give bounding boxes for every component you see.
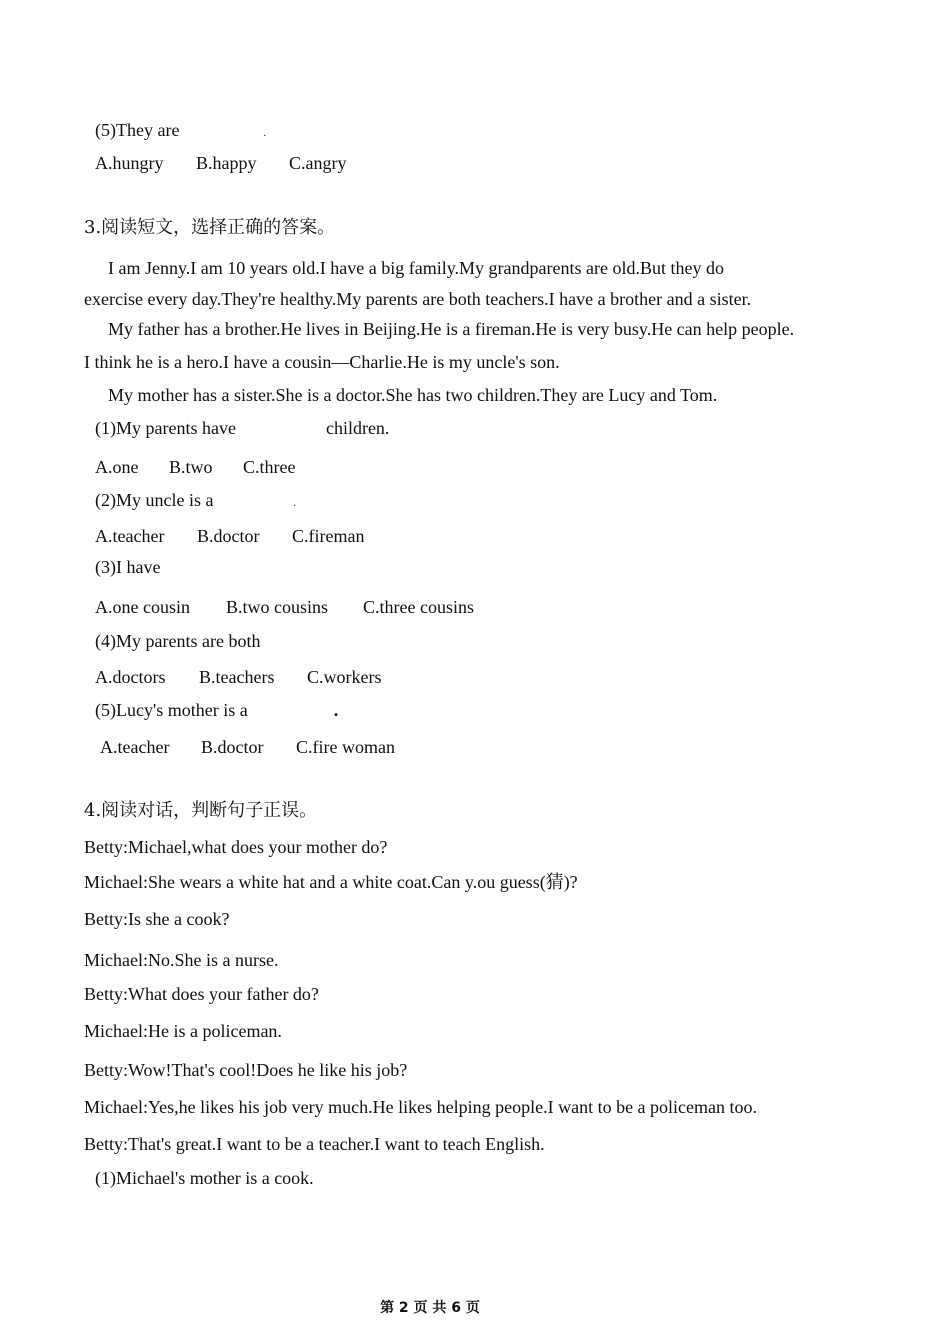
question-text: (5)Lucy's mother is a — [95, 700, 248, 720]
passage-line: I am Jenny.I am 10 years old.I have a big family.My grandparents are old.But they do — [108, 258, 724, 278]
question-stem — [95, 417, 389, 439]
answer-options — [95, 152, 347, 174]
question-stem — [95, 630, 260, 652]
dialogue-line: Betty:What does your father do? — [84, 984, 319, 1004]
passage-line: My mother has a sister.She is a doctor.She has two children.They are Lucy and Tom. — [108, 385, 718, 405]
option-a: A.hungry — [95, 153, 164, 173]
option-b: B.doctor — [197, 526, 260, 546]
option-b: B.teachers — [199, 667, 275, 687]
question-stem — [95, 119, 266, 145]
option-b: B.two — [169, 457, 213, 477]
dialogue-line: Betty:Michael,what does your mother do? — [84, 837, 388, 857]
question-text: (2)My uncle is a — [95, 490, 214, 510]
dialogue-line: Betty:Wow!That's cool!Does he like his job? — [84, 1060, 408, 1080]
answer-options — [95, 525, 364, 547]
dialogue-line: Betty:That's great.I want to be a teacher.I want to teach English. — [84, 1134, 545, 1154]
question-text-after: children. — [325, 418, 390, 438]
option-c: C.fire woman — [296, 737, 395, 757]
option-a: A.one — [95, 457, 139, 477]
dialogue-line: Michael:He is a policeman. — [84, 1021, 282, 1041]
section-heading-3: 3.阅读短文，选择正确的答案。 — [84, 217, 336, 238]
passage-line: My father has a brother.He lives in Beijing.He is a fireman.He is very busy.He can help people. — [108, 319, 795, 339]
dialogue-line: Michael:Yes,he likes his job very much.He likes helping people.I want to be a policeman too. — [84, 1097, 758, 1117]
question-text: (3)I have — [95, 557, 161, 577]
option-c: C.angry — [289, 153, 347, 173]
question-text: (4)My parents are both — [95, 631, 261, 651]
option-c: C.fireman — [292, 526, 365, 546]
answer-blank-dot: . — [293, 498, 296, 509]
answer-options — [95, 596, 474, 618]
true-false-question: (1)Michael's mother is a cook. — [95, 1168, 314, 1188]
answer-blank-dot: . — [263, 128, 266, 139]
question-text: (1)My parents have — [95, 418, 236, 438]
answer-options — [95, 666, 382, 688]
option-c: C.three cousins — [363, 597, 474, 617]
dialogue-line: Betty:Is she a cook? — [84, 909, 230, 929]
answer-blank-dot: . — [333, 700, 339, 720]
answer-options — [95, 456, 295, 478]
option-b: B.doctor — [201, 737, 264, 757]
question-stem — [95, 699, 338, 721]
option-a: A.one cousin — [95, 597, 190, 617]
section-heading-4: 4.阅读对话，判断句子正误。 — [84, 800, 318, 821]
question-stem — [95, 489, 296, 515]
answer-options — [100, 736, 395, 758]
option-c: C.three — [243, 457, 296, 477]
question-text: (5)They are — [95, 120, 180, 140]
option-a: A.teacher — [95, 526, 165, 546]
option-a: A.doctors — [95, 667, 166, 687]
option-b: B.two cousins — [226, 597, 329, 617]
option-c: C.workers — [307, 667, 382, 687]
question-stem — [95, 556, 160, 578]
dialogue-line: Michael:No.She is a nurse. — [84, 950, 279, 970]
option-a: A.teacher — [100, 737, 170, 757]
passage-line: I think he is a hero.I have a cousin—Charlie.He is my uncle's son. — [84, 352, 560, 372]
passage-line: exercise every day.They're healthy.My parents are both teachers.I have a brother and a sister. — [84, 289, 752, 309]
option-b: B.happy — [196, 153, 257, 173]
dialogue-line: Michael:She wears a white hat and a white coat.Can y.ou guess(猜)? — [84, 872, 578, 892]
page-number: 第 2 页 共 6 页 — [380, 1300, 480, 1316]
